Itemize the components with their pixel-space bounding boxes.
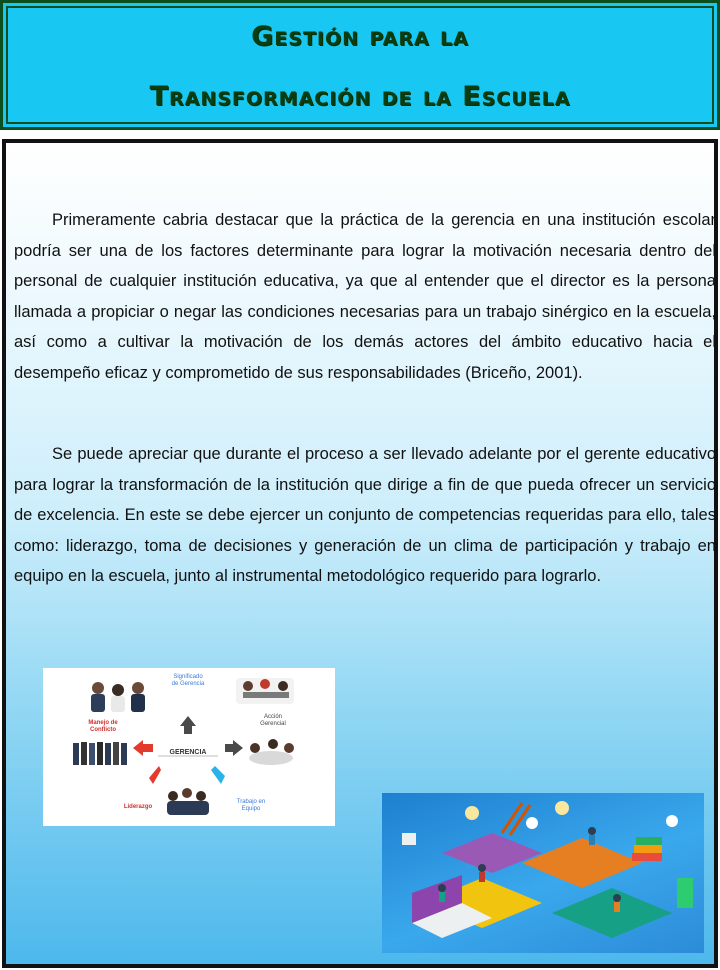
arrow-up-icon	[180, 716, 196, 734]
atom-icon	[666, 815, 678, 827]
title-line-2: Transformación de la Escuela	[149, 81, 571, 112]
diagram-label-accion: Acción Gerencial	[260, 714, 286, 727]
diagram-label-manejo: Manejo de Conflicto	[88, 720, 118, 733]
gerencia-diagram-image	[43, 668, 335, 826]
people-table-right-icon	[249, 739, 294, 765]
diagram-center-label: GERENCIA	[169, 749, 207, 756]
arrow-down-right-icon	[211, 766, 225, 784]
gerencia-diagram	[43, 668, 335, 826]
people-group-top-left-icon	[91, 682, 145, 712]
diagram-label-trabajo: Trabajo en Equipo	[236, 799, 266, 812]
diagram-label-liderazgo: Liderazgo	[123, 804, 153, 810]
education-illustration-image	[382, 793, 704, 953]
title-banner	[0, 0, 720, 130]
building-icon	[402, 833, 416, 845]
books-shelf-icon	[677, 878, 693, 908]
education-illustration	[382, 793, 704, 953]
arrow-down-left-icon	[149, 766, 161, 784]
people-line-left-icon	[73, 742, 127, 765]
paragraph-2: Se puede apreciar que durante el proceso a ser llevado adelante por el gerente educativo para lograr la transformación de la institución que dirige a fin de que pueda ofrecer un servicio de excelencia. En este se debe ejercer un conjunto de competencias requeridas para ello, tales como: liderazgo, toma de decisiones y generación de un clima de participación y trabajo en equipo en la escuela, junto al instrumental metodológico requerido para lograrlo.	[14, 445, 716, 585]
paragraph-1: Primeramente cabria destacar que la práctica de la gerencia en una institución escolar podría ser una de los factores determinante para lograr la motivación necesaria dentro del personal de cualquier institución educativa, ya que al entender que el director es la persona llamada a propiciar o negar las condiciones necesarias para un trabajo sinérgico en la escuela, así como a cultivar la motivación de los demás actores del ámbito educativo hacia el desempeño eficaz y comprometido de sus responsabilidades (Briceño, 2001).	[14, 211, 716, 382]
content-panel	[2, 139, 718, 968]
people-meeting-top-right-icon	[236, 678, 294, 704]
arrow-right-icon	[225, 740, 243, 756]
people-group-bottom-icon	[167, 788, 209, 815]
diagram-label-significado: Significado de Gerencia	[171, 674, 205, 687]
arrow-left-icon	[133, 740, 153, 756]
lightbulb-icon	[465, 806, 479, 820]
lightbulb-icon	[555, 801, 569, 815]
title-line-1: Gestión para la	[251, 21, 469, 52]
